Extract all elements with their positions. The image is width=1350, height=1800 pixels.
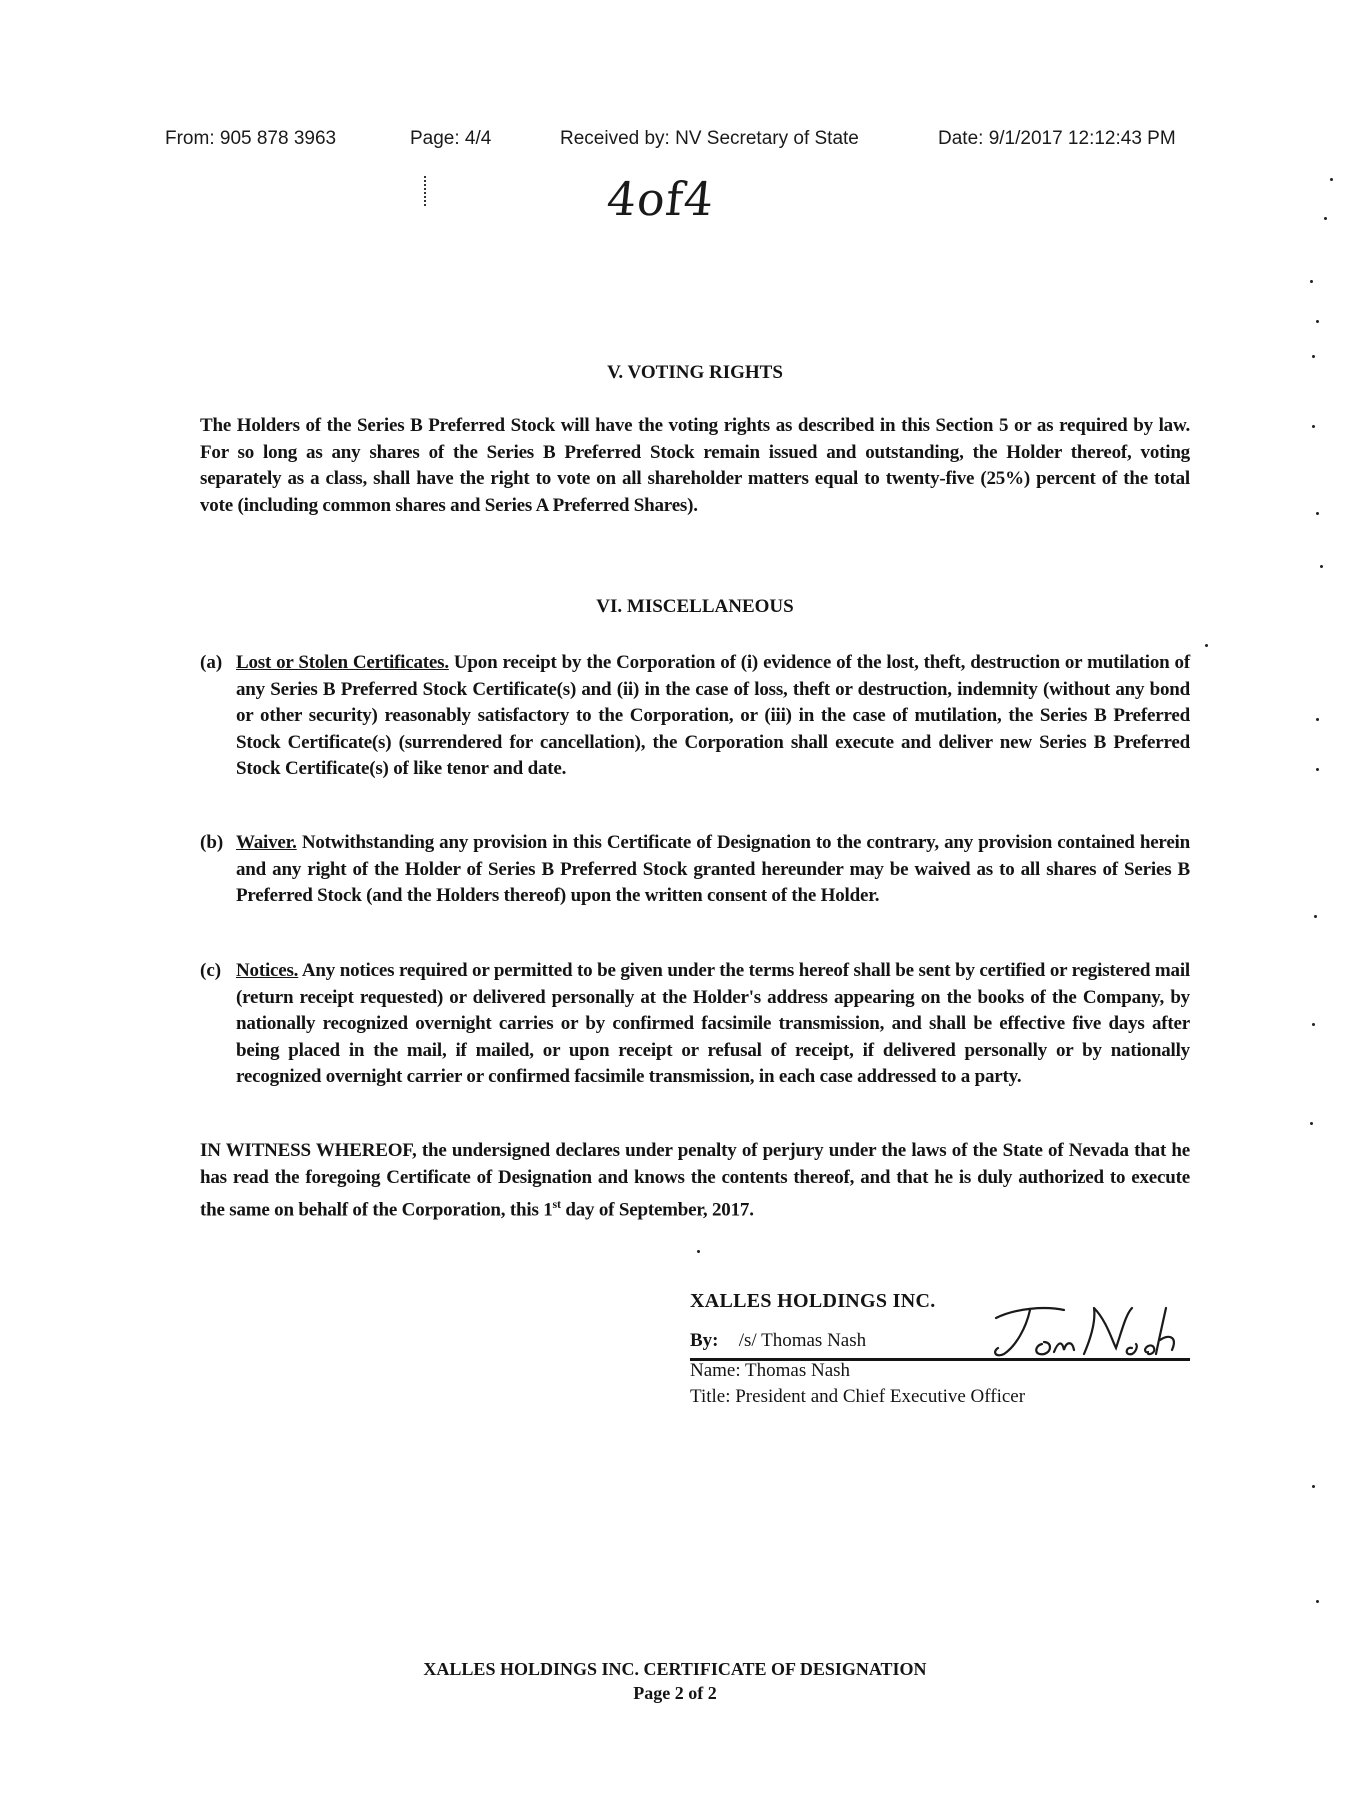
scan-speck — [1330, 178, 1333, 181]
handwritten-signature — [986, 1300, 1186, 1364]
item-text: Upon receipt by the Corporation of (i) evidence of the lost, theft, destruction or mutilation of any Series B Preferred Stock Certificate(s) and (ii) in the case of loss, theft or destruction, indemnity (without any bond or other security) reasonably satisfactory to the Corporation, or (iii) in the case of mutilation, the Series B Preferred Stock Certificate(s) (surrendered for cancellation), the Corporation shall execute and deliver new Series B Preferred Stock Certificate(s) of like tenor and date. — [236, 652, 1190, 779]
day-suffix: st — [552, 1197, 561, 1211]
witness-lead: IN WITNESS WHEREOF, — [200, 1140, 417, 1161]
item-label: (c) — [200, 960, 222, 981]
item-text: Any notices required or permitted to be given under the terms hereof shall be sent by certified or registered mail (return receipt requested) or delivered personally at the Holder's address appearing on the books of the Company, by nationally recognized overnight carries or by confirmed facsimile transmission, and shall be effective five days after being placed in the mail, if mailed, or upon receipt or refusal of receipt, if delivered personally or by nationally recognized overnight carrier or confirmed facsimile transmission, in each case addressed to a party. — [236, 960, 1190, 1087]
scan-speck — [1316, 320, 1319, 323]
by-row — [690, 1328, 1210, 1354]
dotted-mark — [424, 176, 428, 206]
handwritten-page-note: 4of4 — [604, 172, 718, 226]
scan-speck — [1312, 425, 1315, 428]
scan-speck — [1320, 565, 1323, 568]
by-label: By: — [690, 1330, 719, 1351]
item-body — [236, 830, 1190, 910]
signatory-name: Name: Thomas Nash — [690, 1360, 851, 1381]
scan-speck — [1205, 644, 1208, 647]
scan-speck — [697, 1250, 700, 1253]
item-text: Notwithstanding any provision in this Certificate of Designation to the contrary, any provision contained herein and any right of the Holder of Series B Preferred Stock granted hereunder may be waived as to all shares of Series B Preferred Stock (and the Holders thereof) upon the written consent of the Holder. — [236, 832, 1190, 906]
scan-speck — [1316, 768, 1319, 771]
fax-page: Page: 4/4 — [410, 128, 492, 149]
fax-date: Date: 9/1/2017 12:12:43 PM — [938, 128, 1176, 149]
scan-speck — [1314, 915, 1317, 918]
fax-transmission-header — [165, 128, 1205, 154]
scan-speck — [1312, 1023, 1315, 1026]
item-body — [236, 958, 1190, 1091]
fax-from: From: 905 878 3963 — [165, 128, 337, 149]
signature-block — [690, 1288, 1210, 1410]
scan-speck — [1310, 1122, 1313, 1125]
item-body — [236, 650, 1190, 783]
item-title: Notices. — [236, 960, 299, 981]
witness-date: day of September, 2017. — [560, 1199, 754, 1221]
item-label: (a) — [200, 652, 223, 673]
scan-speck — [1316, 1600, 1319, 1603]
footer-title: XALLES HOLDINGS INC. CERTIFICATE OF DESIGNATION — [423, 1659, 927, 1679]
scan-speck — [1312, 1485, 1315, 1488]
page-footer — [0, 1657, 1350, 1705]
item-label: (b) — [200, 832, 224, 853]
footer-page-number: Page 2 of 2 — [633, 1683, 717, 1703]
witness-clause — [200, 1138, 1190, 1224]
section-v-heading: V. VOTING RIGHTS — [607, 362, 783, 383]
scan-speck — [1324, 217, 1327, 220]
signatory-title: Title: President and Chief Executive Officer — [690, 1386, 1026, 1407]
scan-speck — [1316, 718, 1319, 721]
scan-speck — [1312, 355, 1315, 358]
signatory-company: XALLES HOLDINGS INC. — [690, 1290, 936, 1312]
item-title: Lost or Stolen Certificates. — [236, 652, 449, 673]
section-vi-heading: VI. MISCELLANEOUS — [596, 596, 794, 617]
by-value: /s/ Thomas Nash — [738, 1330, 867, 1351]
fax-received-by: Received by: NV Secretary of State — [560, 128, 859, 149]
by-line — [690, 1328, 866, 1354]
witness-text: the undersigned declares under penalty of perjury under the laws of the State of Nevada that he has read the foregoing Certificate of Designation and knows the contents thereof, and that he is duly authorized to execute the same on behalf of the Corporation, this 1 — [200, 1140, 1190, 1221]
section-v-text: The Holders of the Series B Preferred Stock will have the voting rights as described in this Section 5 or as required by law. For so long as any shares of the Series B Preferred Stock remain issued and outstanding, the Holder thereof, voting separately as a class, shall have the right to vote on all shareholder matters equal to twenty-five (25%) percent of the total vote (including common shares and Series A Preferred Shares). — [200, 415, 1190, 516]
scan-speck — [1316, 512, 1319, 515]
item-title: Waiver. — [236, 832, 297, 853]
scan-speck — [1310, 280, 1313, 283]
